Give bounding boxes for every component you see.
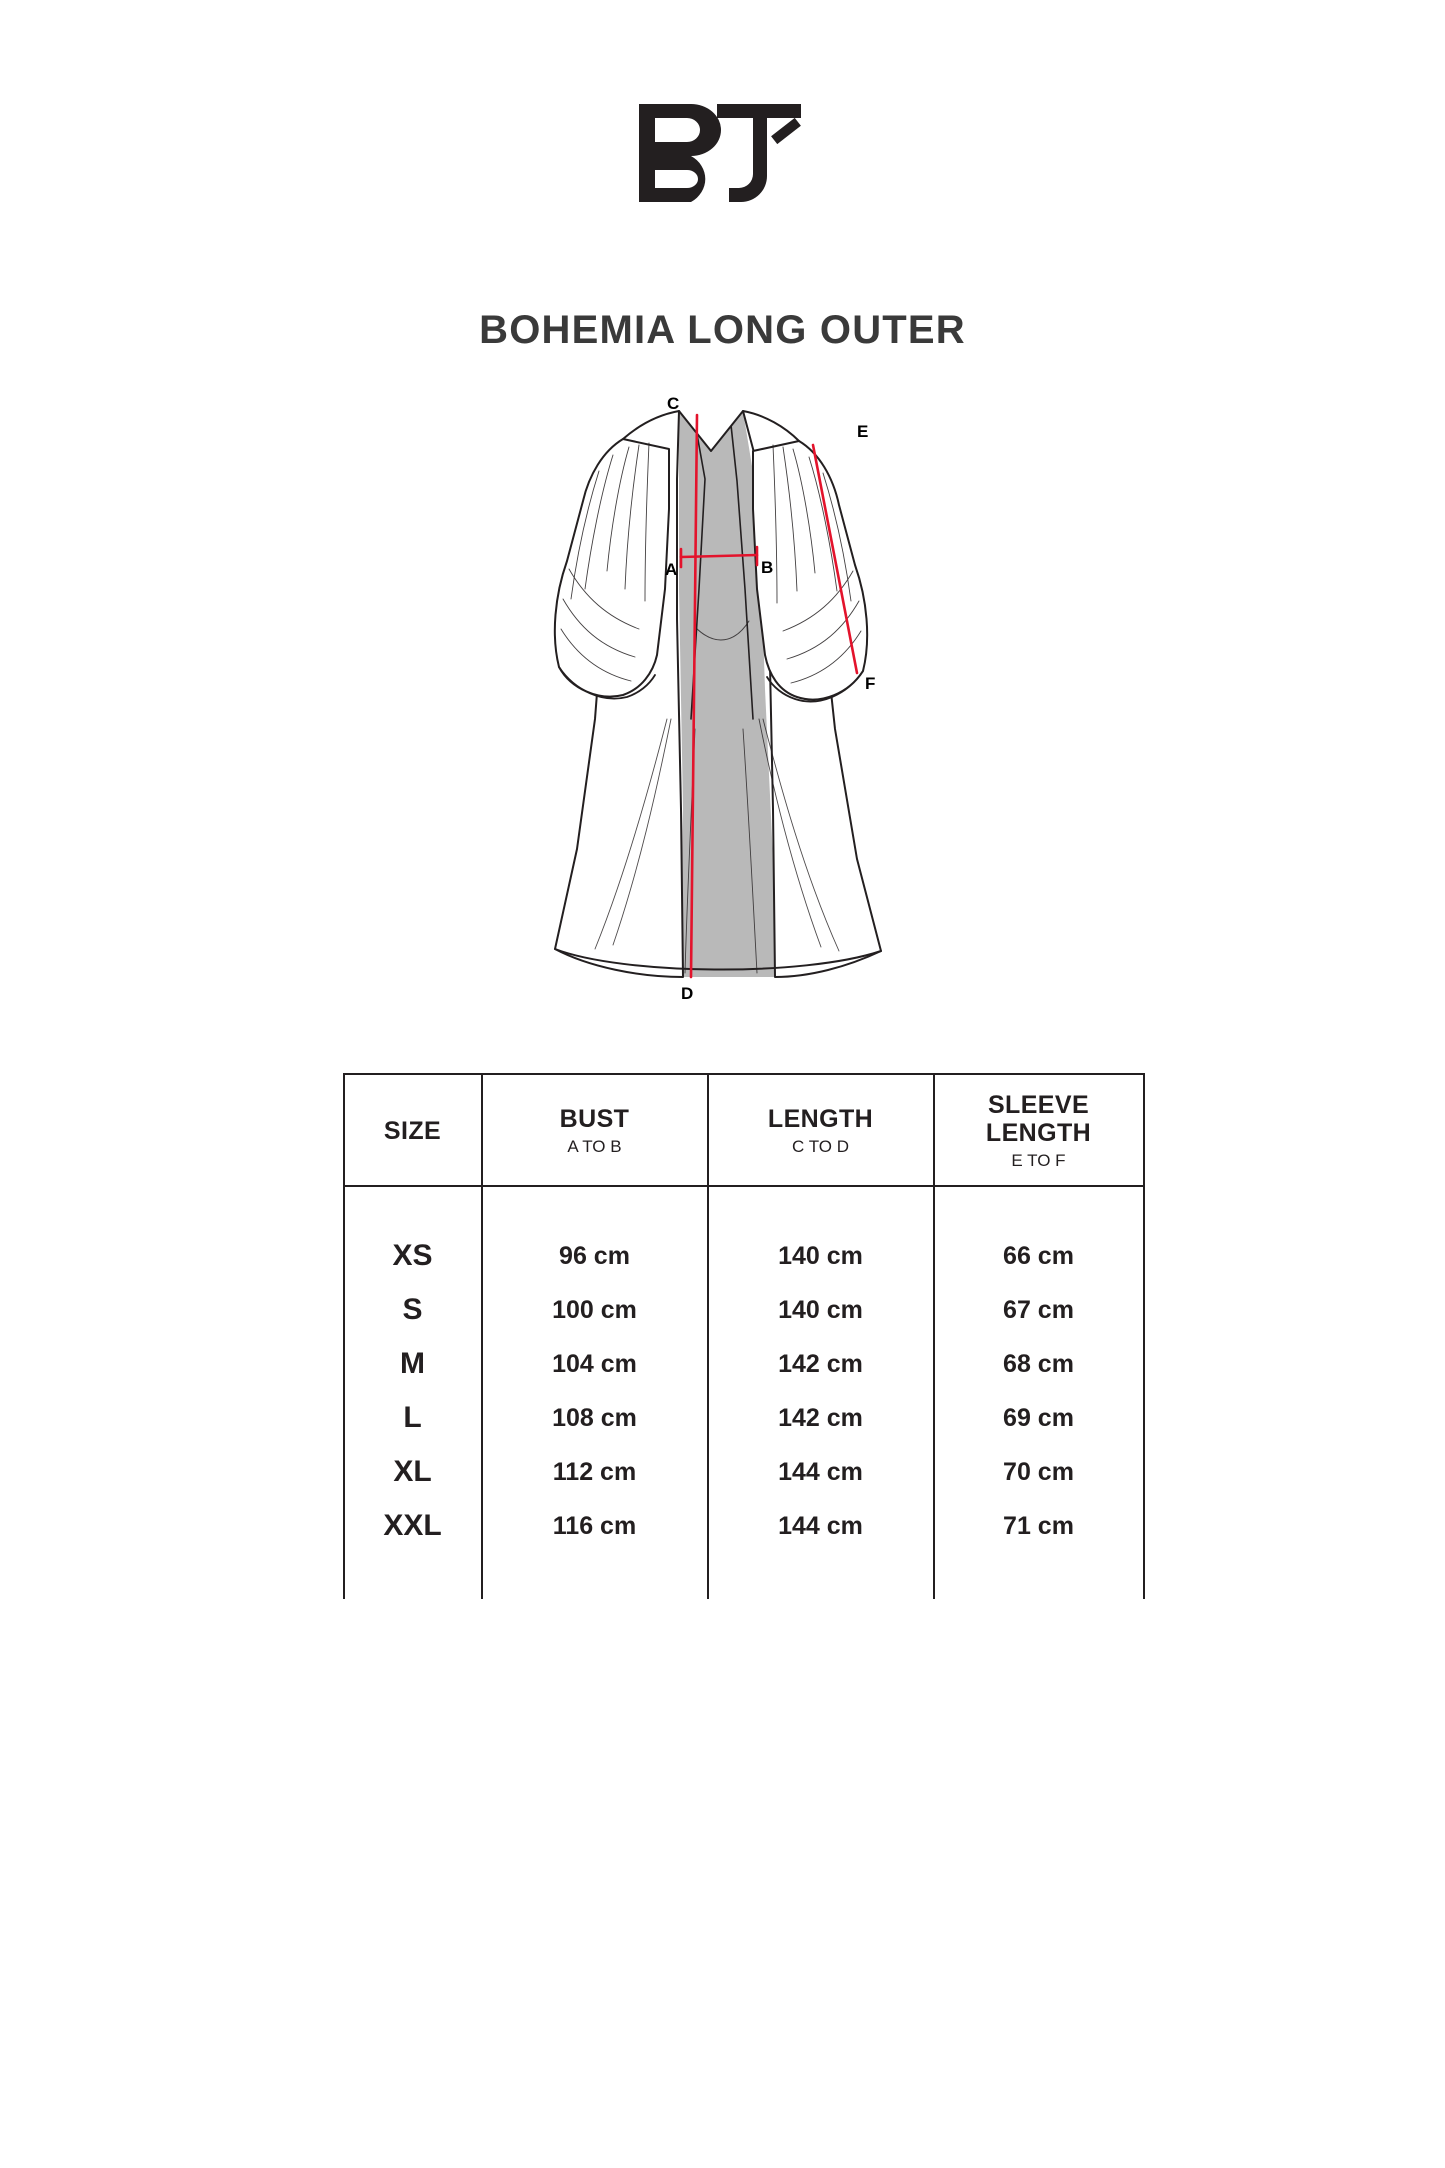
cell-size: XS [344, 1229, 482, 1283]
table-row [344, 1499, 1144, 1553]
table-header-bust [482, 1074, 708, 1186]
table-row [344, 1229, 1144, 1283]
cell-sleeve: 69 cm [934, 1391, 1144, 1445]
cell-sleeve: 70 cm [934, 1445, 1144, 1499]
table-header-bust-subtitle: A TO B [567, 1137, 622, 1156]
cell-length: 144 cm [708, 1499, 934, 1553]
table-header-size [344, 1074, 482, 1186]
cell-size: M [344, 1337, 482, 1391]
cell-bust: 96 cm [482, 1229, 708, 1283]
cell-bust: 108 cm [482, 1391, 708, 1445]
pad-cell [708, 1553, 934, 1599]
cell-length: 142 cm [708, 1337, 934, 1391]
point-label-D: D [680, 984, 693, 1003]
spacer-cell [482, 1186, 708, 1229]
size-table [343, 1073, 1145, 1599]
cell-sleeve: 66 cm [934, 1229, 1144, 1283]
page-title: BOHEMIA LONG OUTER [479, 308, 966, 352]
table-header-sleeve-subtitle: E TO F [1011, 1151, 1066, 1170]
point-label-B: B [760, 558, 773, 577]
cell-length: 144 cm [708, 1445, 934, 1499]
table-row [344, 1445, 1144, 1499]
pad-cell [934, 1553, 1144, 1599]
table-header-bust-title: BUST [559, 1105, 630, 1133]
cell-length: 142 cm [708, 1391, 934, 1445]
cell-sleeve: 71 cm [934, 1499, 1144, 1553]
cell-length: 140 cm [708, 1229, 934, 1283]
cell-bust: 116 cm [482, 1499, 708, 1553]
table-row [344, 1337, 1144, 1391]
spacer-cell [934, 1186, 1144, 1229]
table-header-length [708, 1074, 934, 1186]
cell-size: S [344, 1283, 482, 1337]
pad-cell [344, 1553, 482, 1599]
table-header-sleeve [934, 1074, 1144, 1186]
cell-sleeve: 67 cm [934, 1283, 1144, 1337]
table-bottom-pad [344, 1553, 1144, 1599]
cell-size: XXL [344, 1499, 482, 1553]
brand-logo [633, 98, 813, 208]
cell-sleeve: 68 cm [934, 1337, 1144, 1391]
table-header-length-title: LENGTH [767, 1105, 874, 1133]
point-label-F: F [864, 674, 875, 693]
point-label-A: A [664, 560, 677, 579]
table-header-size-title: SIZE [383, 1117, 442, 1145]
cell-bust: 104 cm [482, 1337, 708, 1391]
garment-technical-drawing [443, 389, 1003, 1049]
pad-cell [482, 1553, 708, 1599]
table-row [344, 1391, 1144, 1445]
cell-size: L [344, 1391, 482, 1445]
table-header-sleeve-title: SLEEVE LENGTH [985, 1091, 1092, 1147]
cell-bust: 112 cm [482, 1445, 708, 1499]
table-header-length-subtitle: C TO D [792, 1137, 849, 1156]
spacer-cell [344, 1186, 482, 1229]
table-header-row [344, 1074, 1144, 1186]
size-table-wrap [343, 1073, 1103, 1599]
cell-bust: 100 cm [482, 1283, 708, 1337]
cell-length: 140 cm [708, 1283, 934, 1337]
table-spacer-row [344, 1186, 1144, 1229]
spacer-cell [708, 1186, 934, 1229]
cell-size: XL [344, 1445, 482, 1499]
table-row [344, 1283, 1144, 1337]
point-label-E: E [856, 422, 868, 441]
point-label-C: C [666, 394, 679, 413]
